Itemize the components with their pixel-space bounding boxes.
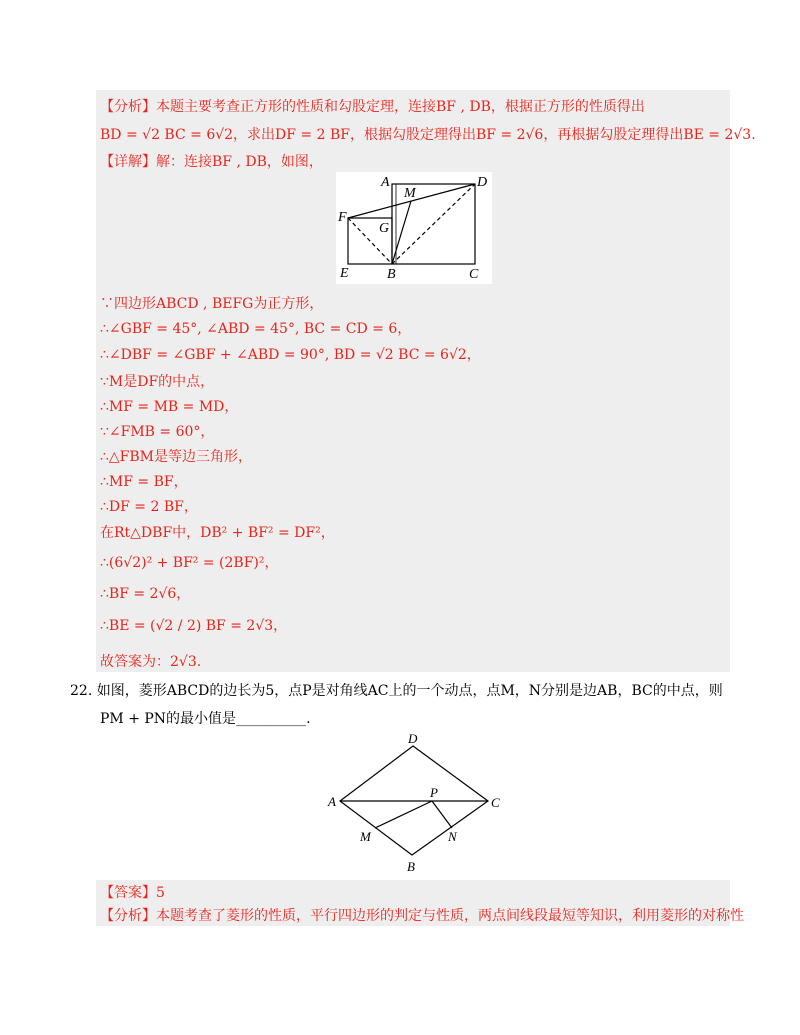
step-7: ∴△FBM是等边三角形， [100, 449, 253, 465]
label-G: G [379, 221, 390, 236]
analysis-tag: 【分析】 [100, 99, 156, 115]
step-12: ∴BF = 2√6， [100, 586, 191, 602]
question-number: 22. [70, 683, 93, 699]
label-E: E [340, 266, 349, 281]
analysis-line-2: BD = √2 BC = 6√2，求出DF = 2 BF，根据勾股定理得出BF = 2√6，再根据勾股定理得出BE = 2√3. [100, 127, 756, 143]
label-B: B [387, 267, 396, 282]
answer-tag: 【答案】 [100, 885, 156, 901]
label-A: A [328, 794, 336, 809]
label-B: B [407, 859, 415, 874]
analysis-line-1: 【分析】本题主要考查正方形的性质和勾股定理，连接BF , DB，根据正方形的性质得出 [100, 99, 645, 115]
answer-value: 5 [156, 885, 165, 901]
step-13: ∴BE = (√2 / 2) BF = 2√3， [100, 618, 288, 634]
square-figure [336, 172, 492, 284]
label-D: D [408, 731, 418, 746]
step-11: ∴(6√2)² + BF² = (2BF)²， [100, 555, 279, 571]
step-5: ∴MF = MB = MD， [100, 399, 239, 415]
label-A: A [381, 175, 390, 190]
label-C: C [469, 267, 479, 282]
step-9: ∴DF = 2 BF， [100, 499, 198, 515]
question-22-line-2: PM + PN的最小值是__________. [100, 711, 311, 727]
answer-line [100, 883, 165, 903]
rhombus-figure [320, 730, 510, 875]
step-2: ∴∠GBF = 45°, ∠ABD = 45°, BC = CD = 6， [100, 321, 412, 337]
step-8: ∴MF = BF， [100, 474, 188, 490]
label-M: M [360, 829, 371, 844]
answer-blank: __________. [236, 711, 311, 727]
label-N: N [448, 829, 457, 844]
label-D: D [477, 175, 488, 190]
step-10: 在Rt△DBF中，DB² + BF² = DF²， [100, 525, 335, 541]
step-6: ∵∠FMB = 60°， [100, 424, 215, 440]
step-1: ∵四边形ABCD , BEFG为正方形， [100, 296, 324, 312]
detail-line: 【详解】解：连接BF , DB，如图， [100, 154, 323, 170]
analysis-2-tag: 【分析】 [100, 908, 156, 924]
segment-pm [375, 801, 432, 828]
label-F: F [338, 210, 347, 225]
label-M: M [404, 186, 416, 201]
label-P: P [430, 785, 438, 800]
question-22-line-1: 22. 如图，菱形ABCD的边长为5，点P是对角线AC上的一个动点，点M，N分别是边AB，BC的中点，则 [70, 683, 723, 699]
step-3: ∴∠DBF = ∠GBF + ∠ABD = 90°, BD = √2 BC = 6√2， [100, 347, 481, 363]
segment-pn [432, 801, 452, 828]
detail-tag: 【详解】 [100, 154, 156, 170]
step-14: 故答案为：2√3. [100, 654, 202, 670]
analysis-2-line: 【分析】本题考查了菱形的性质，平行四边形的判定与性质，两点间线段最短等知识，利用菱形的对称性 [100, 908, 744, 924]
step-4: ∵M是DF的中点， [100, 374, 215, 390]
label-C: C [491, 795, 500, 810]
